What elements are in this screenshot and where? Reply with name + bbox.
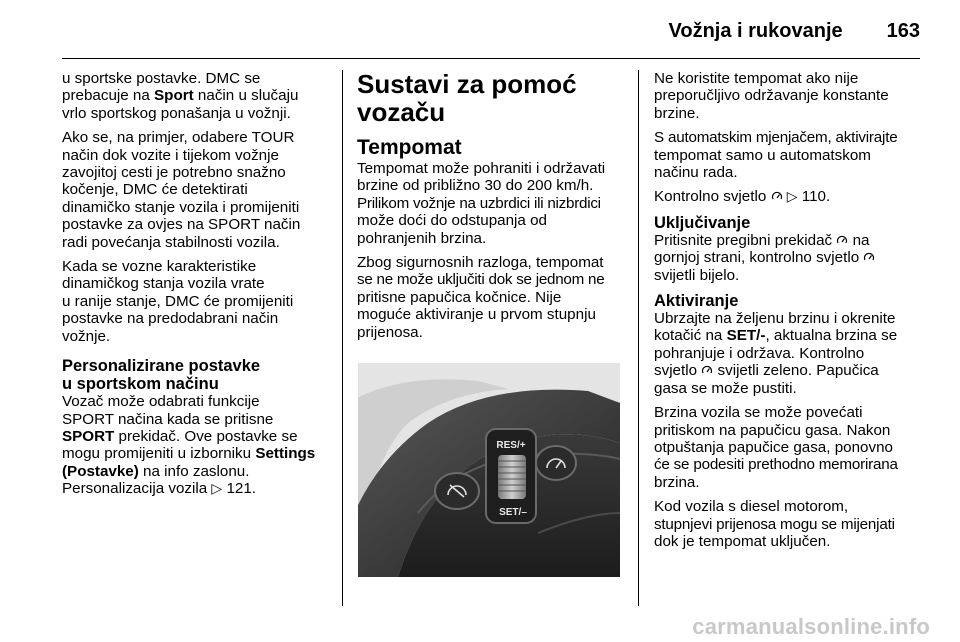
text-line: zavojitoj cesti je potrebno snažno [62, 164, 286, 182]
text-run: prekidač. Ove postavke se [114, 427, 298, 445]
text-line: radi povećanja stabilnosti vozila. [62, 233, 280, 251]
text-line: pritisne papučica kočnice. Nije [357, 288, 562, 306]
text-run: , aktualna brzina se [765, 327, 898, 345]
text-line [654, 249, 924, 266]
text-line: pritiskom na papučicu gasa. Nakon [654, 421, 891, 439]
paragraph-switching-on [654, 232, 924, 284]
paragraph-diesel [654, 498, 924, 550]
text-line: načinu rada. [654, 164, 738, 182]
paragraph-no-cruise [654, 70, 924, 122]
text-line: gasa se može pustiti. [654, 379, 797, 397]
text-run: prebacuje na [62, 87, 155, 105]
watermark-footer: carmanualsonline.info [692, 614, 930, 639]
paragraph-dmc-sport [62, 70, 332, 122]
text-line [62, 87, 332, 104]
column-divider-2 [638, 70, 639, 606]
text-line [654, 188, 924, 205]
text-run: na [848, 231, 870, 249]
paragraph-return-preselected [62, 258, 332, 345]
text-line: Prilikom vožnje na uzbrdici ili nizbrdici [357, 194, 601, 212]
heading-personalized-settings [62, 357, 332, 393]
cruise-control-speedometer-icon [701, 364, 713, 376]
text-line: moguće aktiviranje u prvom stupnju [357, 306, 596, 324]
text-run: Pritisnite pregibni prekidač [654, 231, 833, 249]
cancel-button[interactable] [435, 473, 479, 509]
text-run: mogu promijeniti u izborniku [62, 445, 256, 463]
text-line: stupnjevi prijenosa mogu se mijenjati [654, 515, 895, 533]
text-line: način dok vozite i tijekom vožnje [62, 146, 279, 164]
text-line: svijetli bijelo. [654, 266, 740, 284]
page-number: 163 [886, 19, 920, 42]
text-line: u sportske postavke. DMC se [62, 70, 261, 87]
section-heading-driver-assistance [357, 70, 629, 126]
text-line: pohranjenih brzina. [357, 229, 487, 247]
res-set-thumbwheel[interactable] [486, 429, 536, 523]
page-reference-link[interactable]: 121. [226, 480, 256, 498]
text-line: dinamičko stanje vozila i promijeniti [62, 198, 300, 216]
heading-line: Personalizirane postavke [62, 357, 261, 376]
text-line: postavke na predodabrani način [62, 310, 279, 328]
text-line: vrlo sportskog ponašanja u vožnji. [62, 104, 291, 122]
text-line: Brzina vozila se može povećati [654, 404, 863, 422]
text-line: može doći do odstupanja od [357, 212, 547, 230]
text-line [62, 428, 332, 445]
paragraph-activation [654, 310, 924, 397]
text-line: Kod vozila s diesel motorom, [654, 498, 849, 516]
text-run: Kontrolno svjetlo [654, 188, 771, 206]
page-header-title: Vožnja i rukovanje [668, 19, 843, 42]
text-line: vožnje. [62, 327, 111, 345]
text-line: dinamičkog stanja vozila vrate [62, 275, 265, 293]
text-run: Personalizacija vozila [62, 480, 212, 498]
text-line: Kada se vozne karakteristike [62, 258, 257, 276]
sport-mode-bold: Sport [154, 87, 194, 105]
paragraph-safety [357, 254, 629, 341]
steering-wheel-illustration [358, 363, 620, 577]
paragraph-increase-speed [654, 404, 924, 491]
subsection-heading-cruise-control: Tempomat [357, 136, 462, 159]
text-line: brzina. [654, 473, 700, 491]
paragraph-cruise-range [357, 160, 629, 247]
text-line: preporučljivo održavanje konstante [654, 87, 889, 105]
column-divider-1 [342, 70, 343, 606]
text-line: kočenje, DMC će detektirati [62, 181, 248, 199]
res-plus-label: RES/+ [496, 440, 526, 451]
paragraph-tour-example [62, 129, 332, 251]
text-line: Ako se, na primjer, odabere TOUR [62, 129, 295, 147]
text-run: svjetlo [654, 362, 702, 380]
text-line: S automatskim mjenjačem, aktivirajte [654, 129, 898, 147]
cruise-control-speedometer-icon [836, 234, 848, 246]
text-line: Zbog sigurnosnih razloga, tempomat [357, 254, 604, 272]
paragraph-sport-settings [62, 393, 332, 497]
text-line [62, 445, 332, 462]
heading-switching-on: Uključivanje [654, 213, 751, 232]
column-3 [654, 70, 924, 557]
text-run: svijetli zeleno. Papučica [713, 362, 879, 380]
cruise-control-speedometer-icon [771, 190, 783, 202]
text-line: Ubrzajte na željenu brzinu i okrenite [654, 310, 896, 328]
text-line: brzine. [654, 104, 700, 122]
text-line: brzine od približno 30 do 200 km/h. [357, 177, 594, 195]
text-line: pohranjuje i održava. Kontrolno [654, 344, 865, 362]
cruise-control-speedometer-icon [863, 251, 875, 263]
text-line: tempomat samo u automatskom [654, 146, 871, 164]
text-line: prijenosa. [357, 323, 423, 341]
text-line: postavke za ovjes na SPORT način [62, 216, 301, 234]
heading-line: Sustavi za pomoć [357, 69, 577, 99]
steering-wheel-controls-photo [358, 363, 620, 577]
text-line [62, 480, 332, 497]
sport-switch-bold: SPORT [62, 427, 115, 445]
text-line [654, 327, 924, 344]
header-divider [62, 58, 920, 59]
text-line: će se podesiti prethodno memorirana [654, 456, 898, 474]
page-reference-arrow-icon: ▷ [211, 480, 223, 497]
text-line [654, 232, 924, 249]
text-line: u ranije stanje, DMC će promijeniti [62, 292, 294, 310]
cruise-on-off-button[interactable] [536, 446, 576, 480]
set-minus-bold: SET/- [726, 327, 766, 345]
settings-menu-bold: (Postavke) [62, 462, 139, 480]
text-line: otpuštanja papučice gasa, ponovno [654, 438, 893, 456]
text-line [62, 463, 332, 480]
column-2 [357, 70, 629, 348]
text-run: način u slučaju [193, 87, 299, 105]
paragraph-control-light-ref [654, 188, 924, 205]
heading-line: u sportskom načinu [62, 375, 219, 394]
text-run: kotačić na [654, 327, 727, 345]
page-reference-arrow-icon: ▷ [786, 188, 798, 205]
heading-line: vozaču [357, 97, 446, 127]
column-1 [62, 70, 332, 505]
text-line: dok je tempomat uključen. [654, 532, 831, 550]
text-run: na info zaslonu. [138, 462, 250, 480]
text-run: gornjoj strani, kontrolno svjetlo [654, 249, 860, 267]
heading-activation: Aktiviranje [654, 292, 739, 311]
text-line: se ne može uključiti dok se jednom ne [357, 271, 605, 289]
paragraph-automatic-gearbox [654, 129, 924, 181]
text-line: Tempomat može pohraniti i održavati [357, 160, 606, 177]
set-minus-label: SET/– [499, 507, 527, 518]
page-reference-link[interactable]: 110. [801, 188, 831, 206]
text-line: SPORT načina kada se pritisne [62, 410, 274, 428]
text-line: Vozač može odabrati funkcije [62, 393, 260, 411]
text-line [654, 362, 924, 379]
settings-menu-bold: Settings [255, 445, 316, 463]
page-header [62, 18, 920, 44]
text-line: Ne koristite tempomat ako nije [654, 70, 859, 87]
